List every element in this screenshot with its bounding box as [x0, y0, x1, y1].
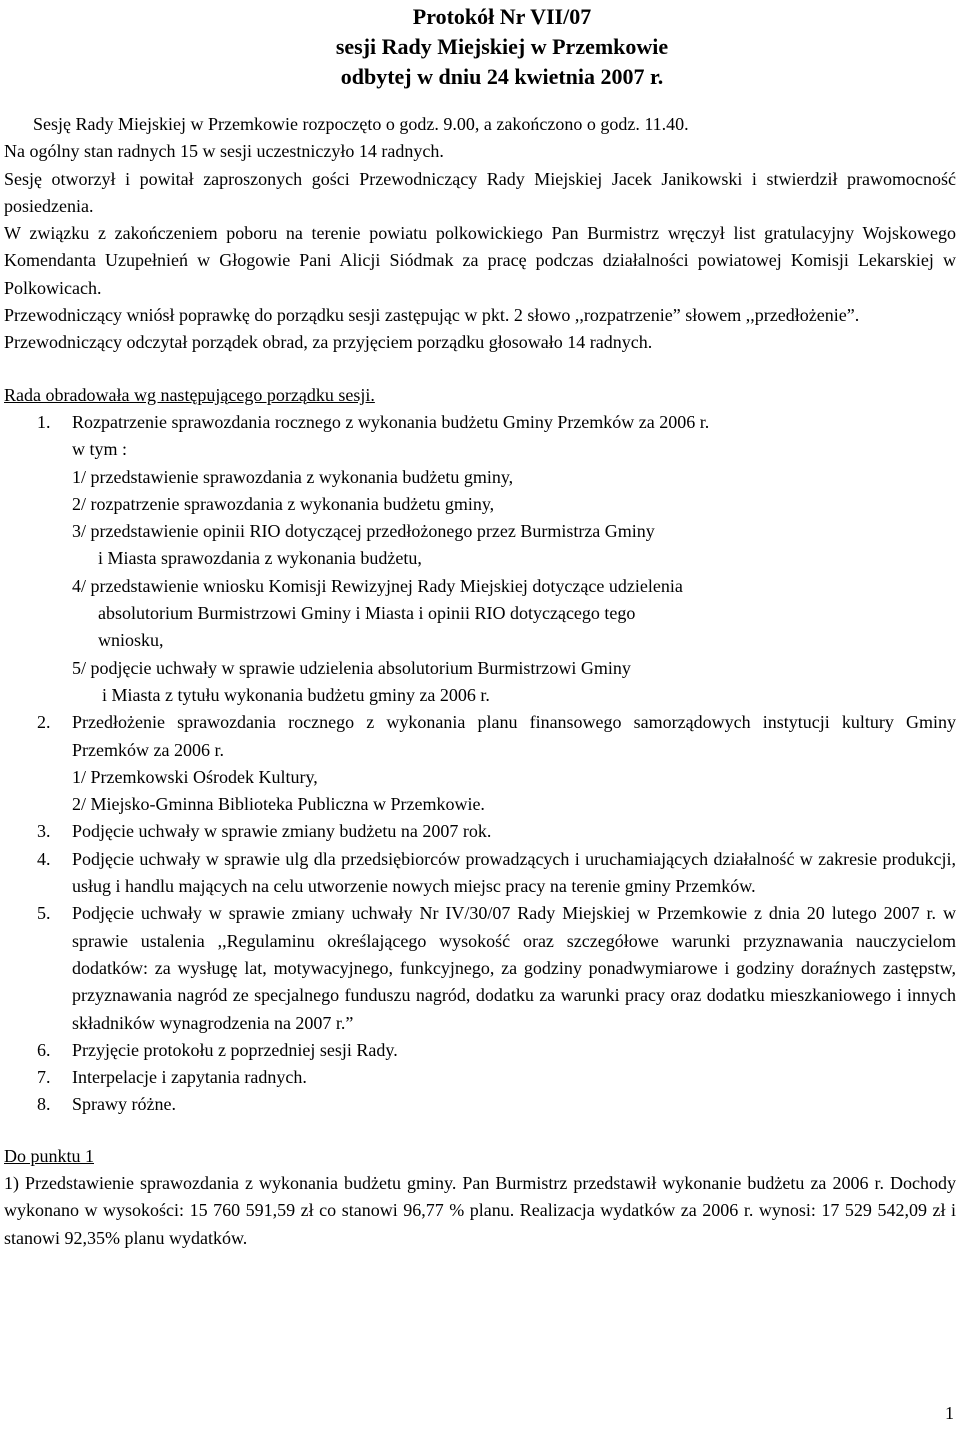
agenda-subitem: 2/ Miejsko-Gminna Biblioteka Publiczna w Przemkowie. [72, 794, 485, 815]
agenda-item-text: Sprawy różne. [72, 1094, 176, 1115]
agenda-item-number: 3. [37, 821, 51, 842]
agenda-item-number: 1. [37, 411, 51, 432]
agenda-item-6 [4, 1037, 956, 1064]
agenda-subheading: w tym : [72, 439, 128, 460]
agenda-item-number: 5. [37, 903, 51, 924]
agenda-item-7 [4, 1064, 956, 1091]
budget-summary: 1) Przedstawienie sprawozdania z wykonania budżetu gminy. Pan Burmistrz przedstawił wykonanie budżetu za 2006 r. Dochody wykonano w wysokości: 15 760 591,59 zł co stanowi 96,77 % planu. Realizacja wydatków za 2006 r. wynosi: 17 529 542,09 zł i stanowi 92,35% planu wydatków. [4, 1172, 956, 1248]
agenda-item-4 [4, 846, 956, 901]
agenda-item-number: 2. [37, 712, 51, 733]
agenda-subitem: 2/ rozpatrzenie sprawozdania z wykonania budżetu gminy, [72, 493, 495, 514]
agenda-subitem-cont: absolutorium Burmistrzowi Gminy i Miasta i opinii RIO dotyczącego tego [98, 603, 636, 624]
title-line-1: Protokół Nr VII/07 [412, 4, 592, 29]
amendment-paragraph: Przewodniczący wniósł poprawkę do porządku sesji zastępując w pkt. 2 słowo ,,rozpatrzenie” słowem ,,przedłożenie”. [4, 305, 860, 326]
agenda-item-text: Podjęcie uchwały w sprawie ulg dla przedsiębiorców prowadzących i uruchamiających działalność w zakresie produkcji, usług i handlu mających na celu utworzenie nowych miejsc pracy na terenie gminy Przemków. [72, 848, 956, 897]
document-title [4, 2, 956, 92]
agenda-subitem-cont: i Miasta z tytułu wykonania budżetu gminy za 2006 r. [102, 684, 490, 705]
document-page [4, 0, 956, 1252]
agenda-item-text: Przedłożenie sprawozdania rocznego z wykonania planu finansowego samorządowych instytucji kultury Gminy Przemków za 2006 r. [72, 712, 956, 760]
spacer [4, 357, 956, 382]
agenda-item-number: 6. [37, 1039, 51, 1060]
title-line-3: odbytej w dniu 24 kwietnia 2007 r. [340, 64, 664, 89]
agenda [4, 382, 956, 1119]
agenda-item-3 [4, 818, 956, 845]
agenda-item-5 [4, 900, 956, 1036]
agenda-item-number: 8. [37, 1094, 51, 1115]
section-heading: Do punktu 1 [4, 1145, 94, 1166]
intro-section [4, 111, 956, 357]
agenda-subitem: 5/ podjęcie uchwały w sprawie udzielenia absolutorium Burmistrzowi Gminy [72, 657, 631, 678]
agenda-item-text: Podjęcie uchwały w sprawie zmiany uchwały Nr IV/30/07 Rady Miejskiej w Przemkowie z dnia 20 lutego 2007 r. w sprawie ustalenia ,,Regulaminu określającego wysokość oraz szczegółowe warunki przyznawania nauczycielom dodatków: za wysługę lat, motywacyjnego, funkcyjnego, za godziny ponadwymiarowe i godziny doraźnych zastępstw, przyznawania nagród ze specjalnego funduszu nagród, dodatku za warunki pracy oraz dodatku mieszkaniowego i innych składników wynagrodzenia na 2007 r.” [72, 903, 956, 1033]
title-line-2: sesji Rady Miejskiej w Przemkowie [335, 34, 669, 59]
agenda-item-number: 7. [37, 1067, 51, 1088]
agenda-item-2 [4, 709, 956, 818]
agenda-vote-paragraph: Przewodniczący odczytał porządek obrad, za przyjęciem porządku głosowało 14 radnych. [4, 332, 653, 353]
agenda-item-text: Przyjęcie protokołu z poprzedniej sesji Rady. [72, 1039, 398, 1060]
agenda-item-1 [4, 409, 956, 709]
section-point-1 [4, 1143, 956, 1252]
agenda-subitem: 1/ przedstawienie sprawozdania z wykonania budżetu gminy, [72, 466, 514, 487]
attendance: Na ogólny stan radnych 15 w sesji uczestniczyło 14 radnych. [4, 141, 444, 162]
agenda-subitem: 4/ przedstawienie wniosku Komisji Rewizyjnej Rady Miejskiej dotyczące udzielenia [72, 575, 683, 596]
agenda-item-8 [4, 1091, 956, 1118]
agenda-subitem: 1/ Przemkowski Ośrodek Kultury, [72, 766, 318, 787]
agenda-item-text: Interpelacje i zapytania radnych. [72, 1067, 307, 1088]
page-number: 1 [945, 1403, 954, 1423]
agenda-item-text: Podjęcie uchwały w sprawie zmiany budżetu na 2007 rok. [72, 821, 492, 842]
award-paragraph: W związku z zakończeniem poboru na terenie powiatu polkowickiego Pan Burmistrz wręczył list gratulacyjny Wojskowego Komendanta Uzupełnień w Głogowie Pani Alicji Siódmak za pracę podczas działalności powiatowej Komisji Lekarskiej w Polkowicach. [4, 223, 956, 298]
agenda-subitem: 3/ przedstawienie opinii RIO dotyczącej przedłożonego przez Burmistrza Gminy [72, 521, 655, 542]
agenda-item-number: 4. [37, 848, 51, 869]
session-times: Sesję Rady Miejskiej w Przemkowie rozpoczęto o godz. 9.00, a zakończono o godz. 11.40. [33, 114, 689, 134]
agenda-subitem-cont: i Miasta sprawozdania z wykonania budżetu, [98, 548, 422, 569]
opening-paragraph: Sesję otworzył i powitał zaproszonych gości Przewodniczący Rady Miejskiej Jacek Janikowski i stwierdził prawomocność posiedzenia. [4, 168, 956, 216]
spacer [4, 1119, 956, 1143]
agenda-heading: Rada obradowała wg następującego porządku sesji. [4, 384, 375, 405]
agenda-item-text: Rozpatrzenie sprawozdania rocznego z wykonania budżetu Gminy Przemków za 2006 r. [72, 411, 710, 432]
agenda-subitem-cont: wniosku, [98, 630, 164, 651]
